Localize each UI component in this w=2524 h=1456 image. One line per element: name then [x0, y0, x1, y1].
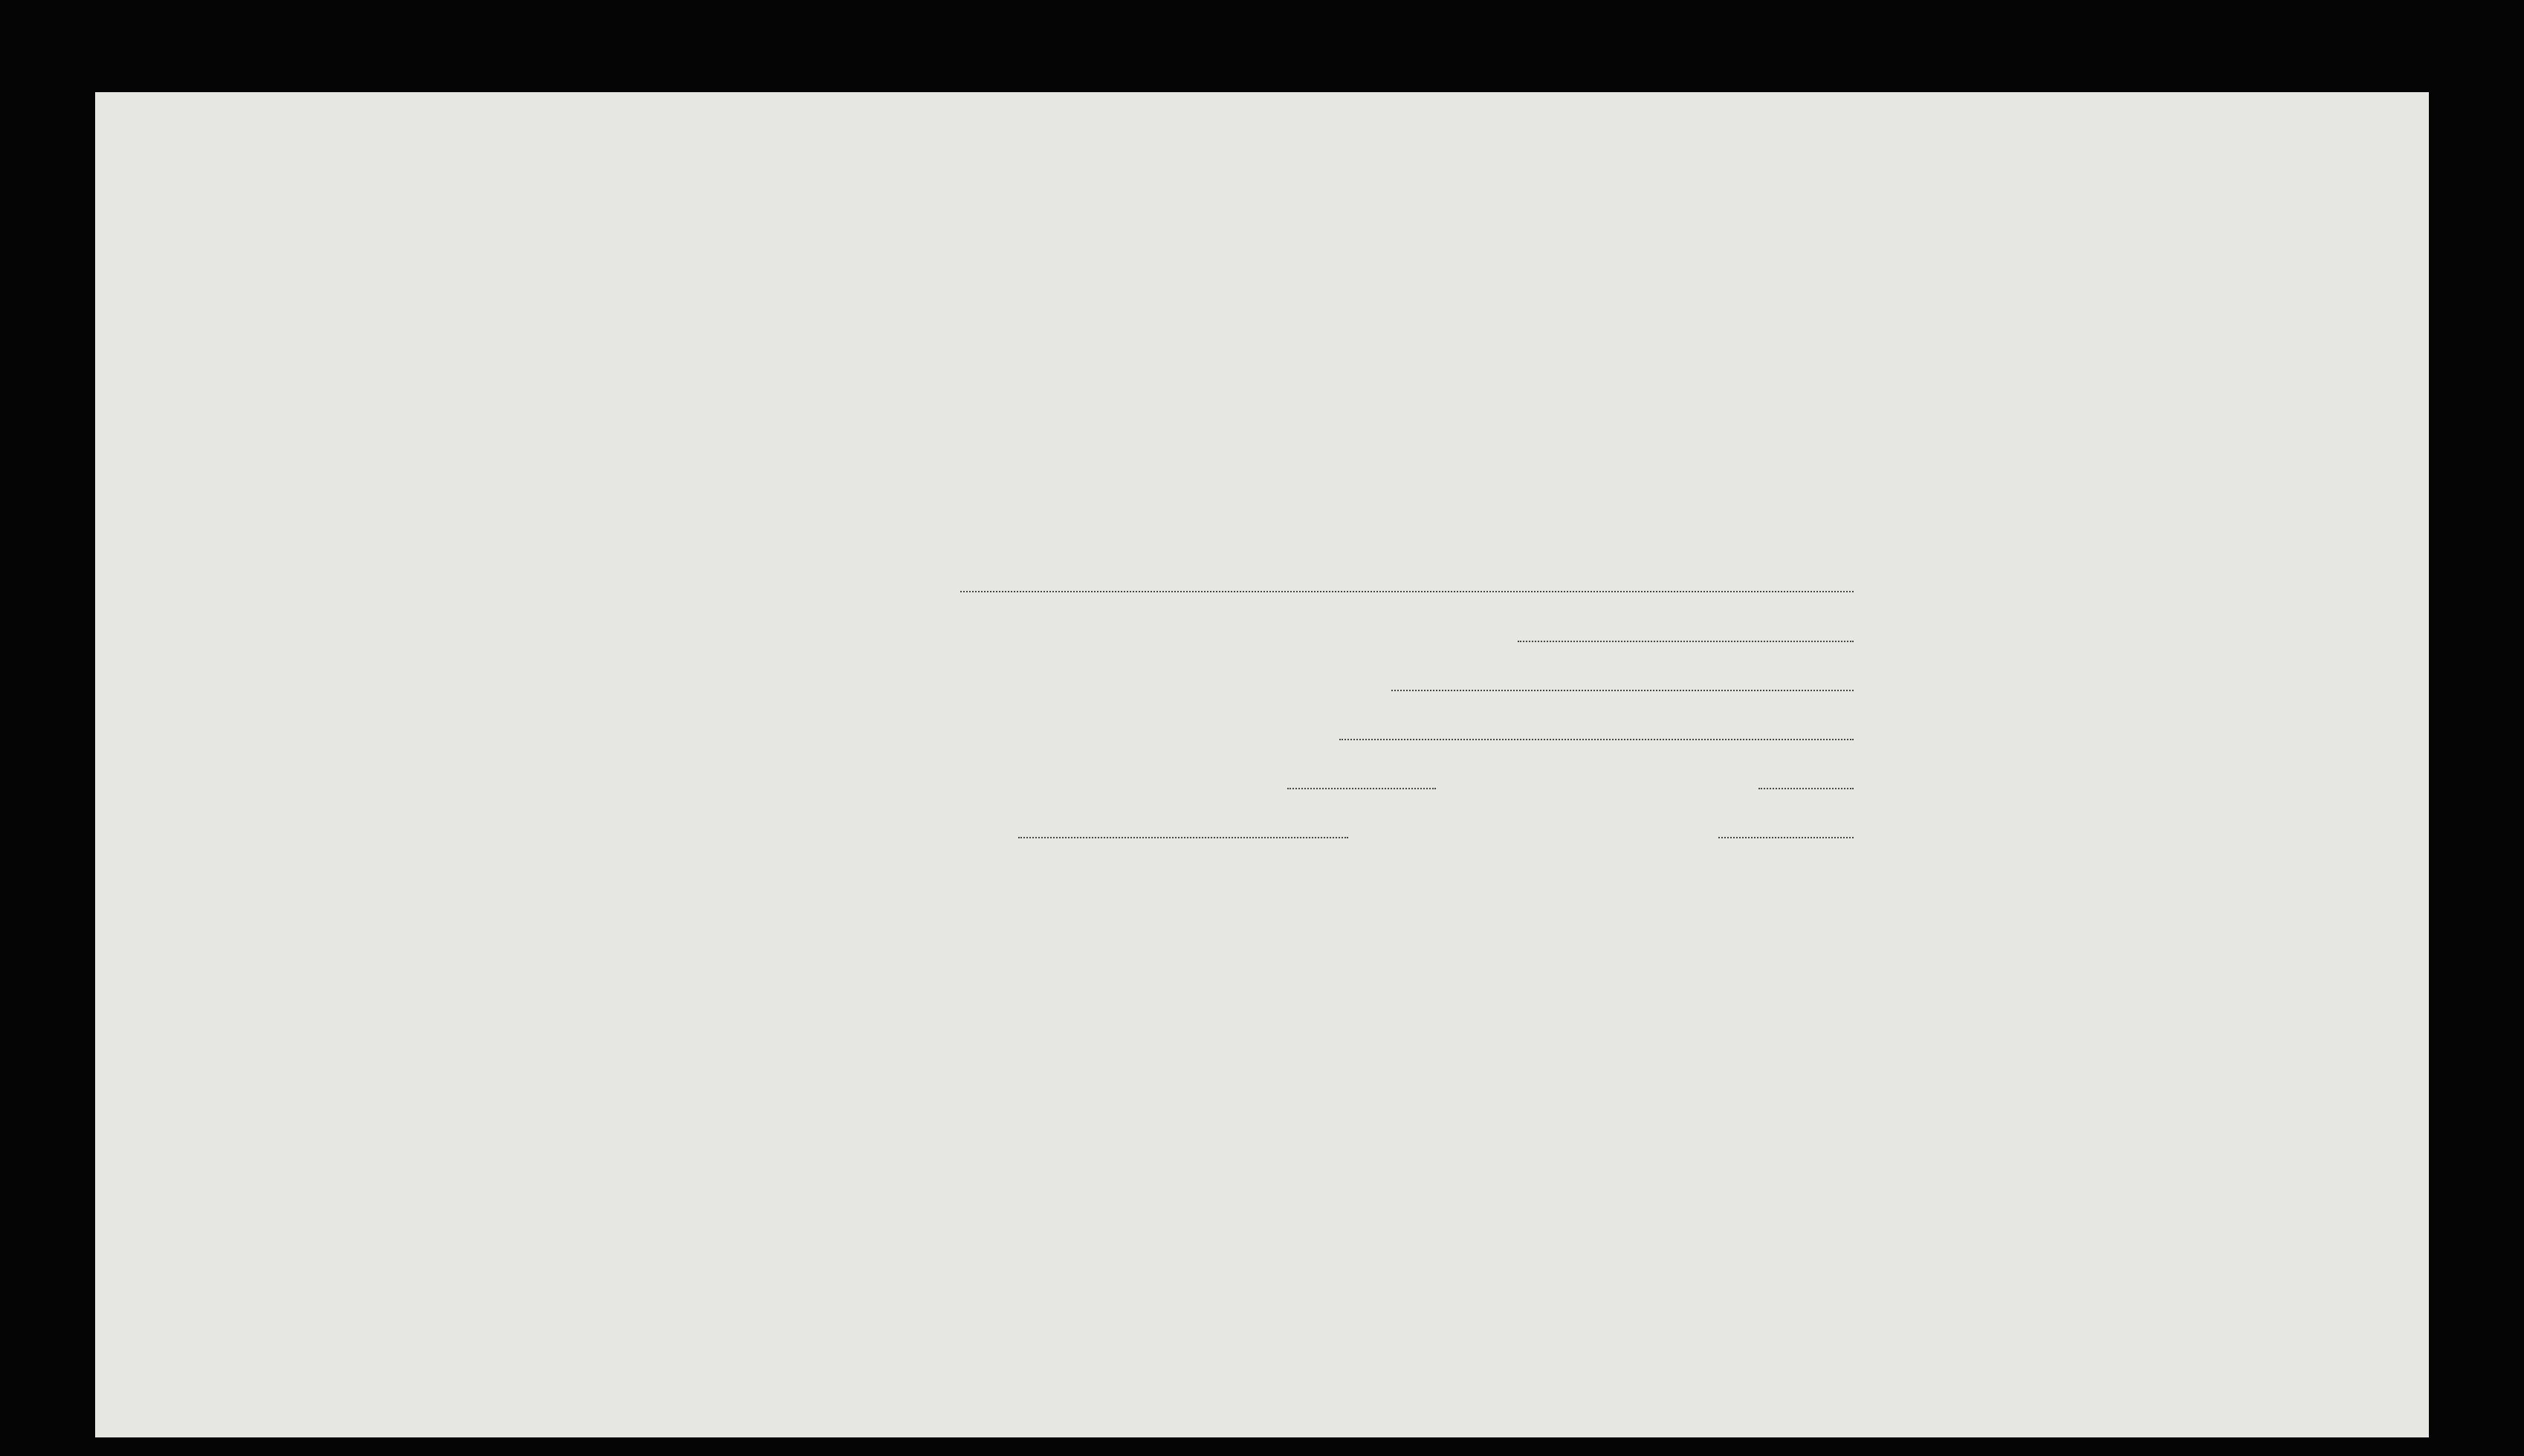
census-card [95, 92, 2429, 1437]
answer-line[interactable] [1018, 837, 1348, 838]
answer-line[interactable] [960, 591, 1854, 592]
private-farm-form [736, 446, 1980, 936]
answer-line[interactable] [1758, 788, 1854, 789]
answer-line[interactable] [1339, 739, 1854, 740]
answer-line[interactable] [1287, 788, 1436, 789]
answer-line[interactable] [1718, 837, 1854, 838]
answer-line[interactable] [1391, 690, 1854, 691]
answer-line[interactable] [1518, 641, 1854, 642]
